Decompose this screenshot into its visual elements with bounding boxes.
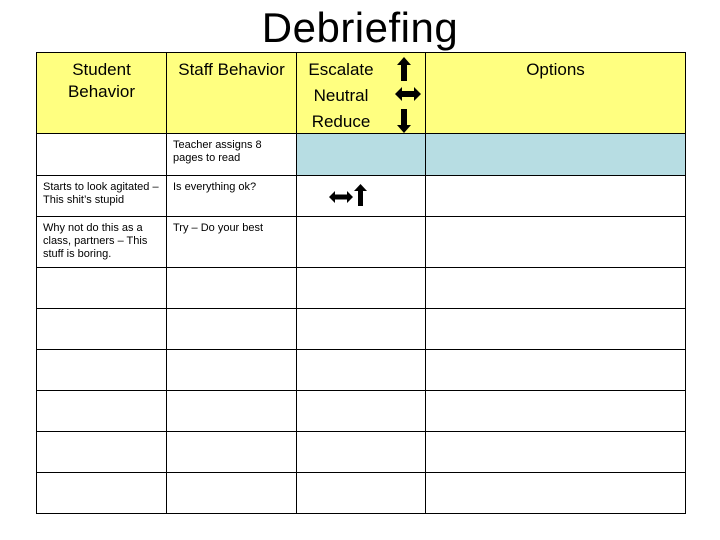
escalation-cell [297, 350, 426, 391]
options-cell [426, 134, 686, 176]
table-row [37, 350, 686, 391]
staff-cell [167, 217, 297, 268]
header-staff-behavior-label: Staff Behavior [178, 60, 285, 79]
page-title: Debriefing [261, 4, 459, 51]
escalation-cell [297, 268, 426, 309]
double-arrow-horizontal-icon [329, 191, 353, 203]
table-row [37, 268, 686, 309]
student-cell [37, 432, 167, 473]
staff-cell [167, 391, 297, 432]
double-arrow-horizontal-icon [395, 87, 421, 101]
student-cell [37, 134, 167, 176]
table-row [37, 391, 686, 432]
staff-cell [167, 473, 297, 514]
escalation-cell [297, 176, 426, 217]
staff-cell [167, 176, 297, 217]
options-cell [426, 217, 686, 268]
student-cell [37, 350, 167, 391]
table-row [37, 134, 686, 176]
student-text [37, 134, 166, 139]
options-cell [426, 309, 686, 350]
header-escalate-neutral-reduce [297, 53, 426, 134]
staff-text: Is everything ok? [173, 181, 257, 193]
student-text: Starts to look agitated – This shit’s stupid [43, 181, 159, 206]
student-cell [37, 217, 167, 268]
escalation-cell [297, 473, 426, 514]
table-row [37, 217, 686, 268]
escalation-cell [297, 134, 426, 176]
staff-text: Try – Do your best [173, 222, 264, 234]
table-row [37, 309, 686, 350]
header-row [37, 53, 686, 134]
header-neutral-label: Neutral [313, 86, 369, 105]
options-cell [426, 350, 686, 391]
staff-cell [167, 309, 297, 350]
student-cell [37, 391, 167, 432]
options-cell [426, 473, 686, 514]
staff-cell [167, 268, 297, 309]
header-student-behavior-label: Student Behavior [67, 60, 136, 101]
student-cell [37, 176, 167, 217]
options-cell [426, 268, 686, 309]
escalation-cell [297, 391, 426, 432]
arrow-up-icon [397, 57, 411, 81]
student-text: Why not do this as a class, partners – This stuff is boring. [43, 222, 148, 260]
staff-cell [167, 134, 297, 176]
staff-cell [167, 432, 297, 473]
arrow-down-icon [397, 109, 411, 133]
header-staff-behavior [167, 53, 297, 134]
header-escalate-label: Escalate [308, 60, 374, 79]
student-cell [37, 309, 167, 350]
options-cell [426, 432, 686, 473]
student-cell [37, 473, 167, 514]
escalation-cell [297, 217, 426, 268]
student-cell [37, 268, 167, 309]
escalation-cell [297, 432, 426, 473]
options-cell [426, 391, 686, 432]
staff-cell [167, 350, 297, 391]
escalation-cell [297, 309, 426, 350]
arrow-up-icon [354, 184, 367, 206]
table-row [37, 176, 686, 217]
table-row [37, 473, 686, 514]
header-student-behavior [37, 53, 167, 134]
options-cell [426, 176, 686, 217]
table-row [37, 432, 686, 473]
header-options [426, 53, 686, 134]
header-options-label: Options [526, 60, 585, 79]
debriefing-table [36, 52, 686, 514]
header-reduce-label: Reduce [311, 112, 371, 131]
staff-text: Teacher assigns 8 pages to read [173, 139, 262, 164]
